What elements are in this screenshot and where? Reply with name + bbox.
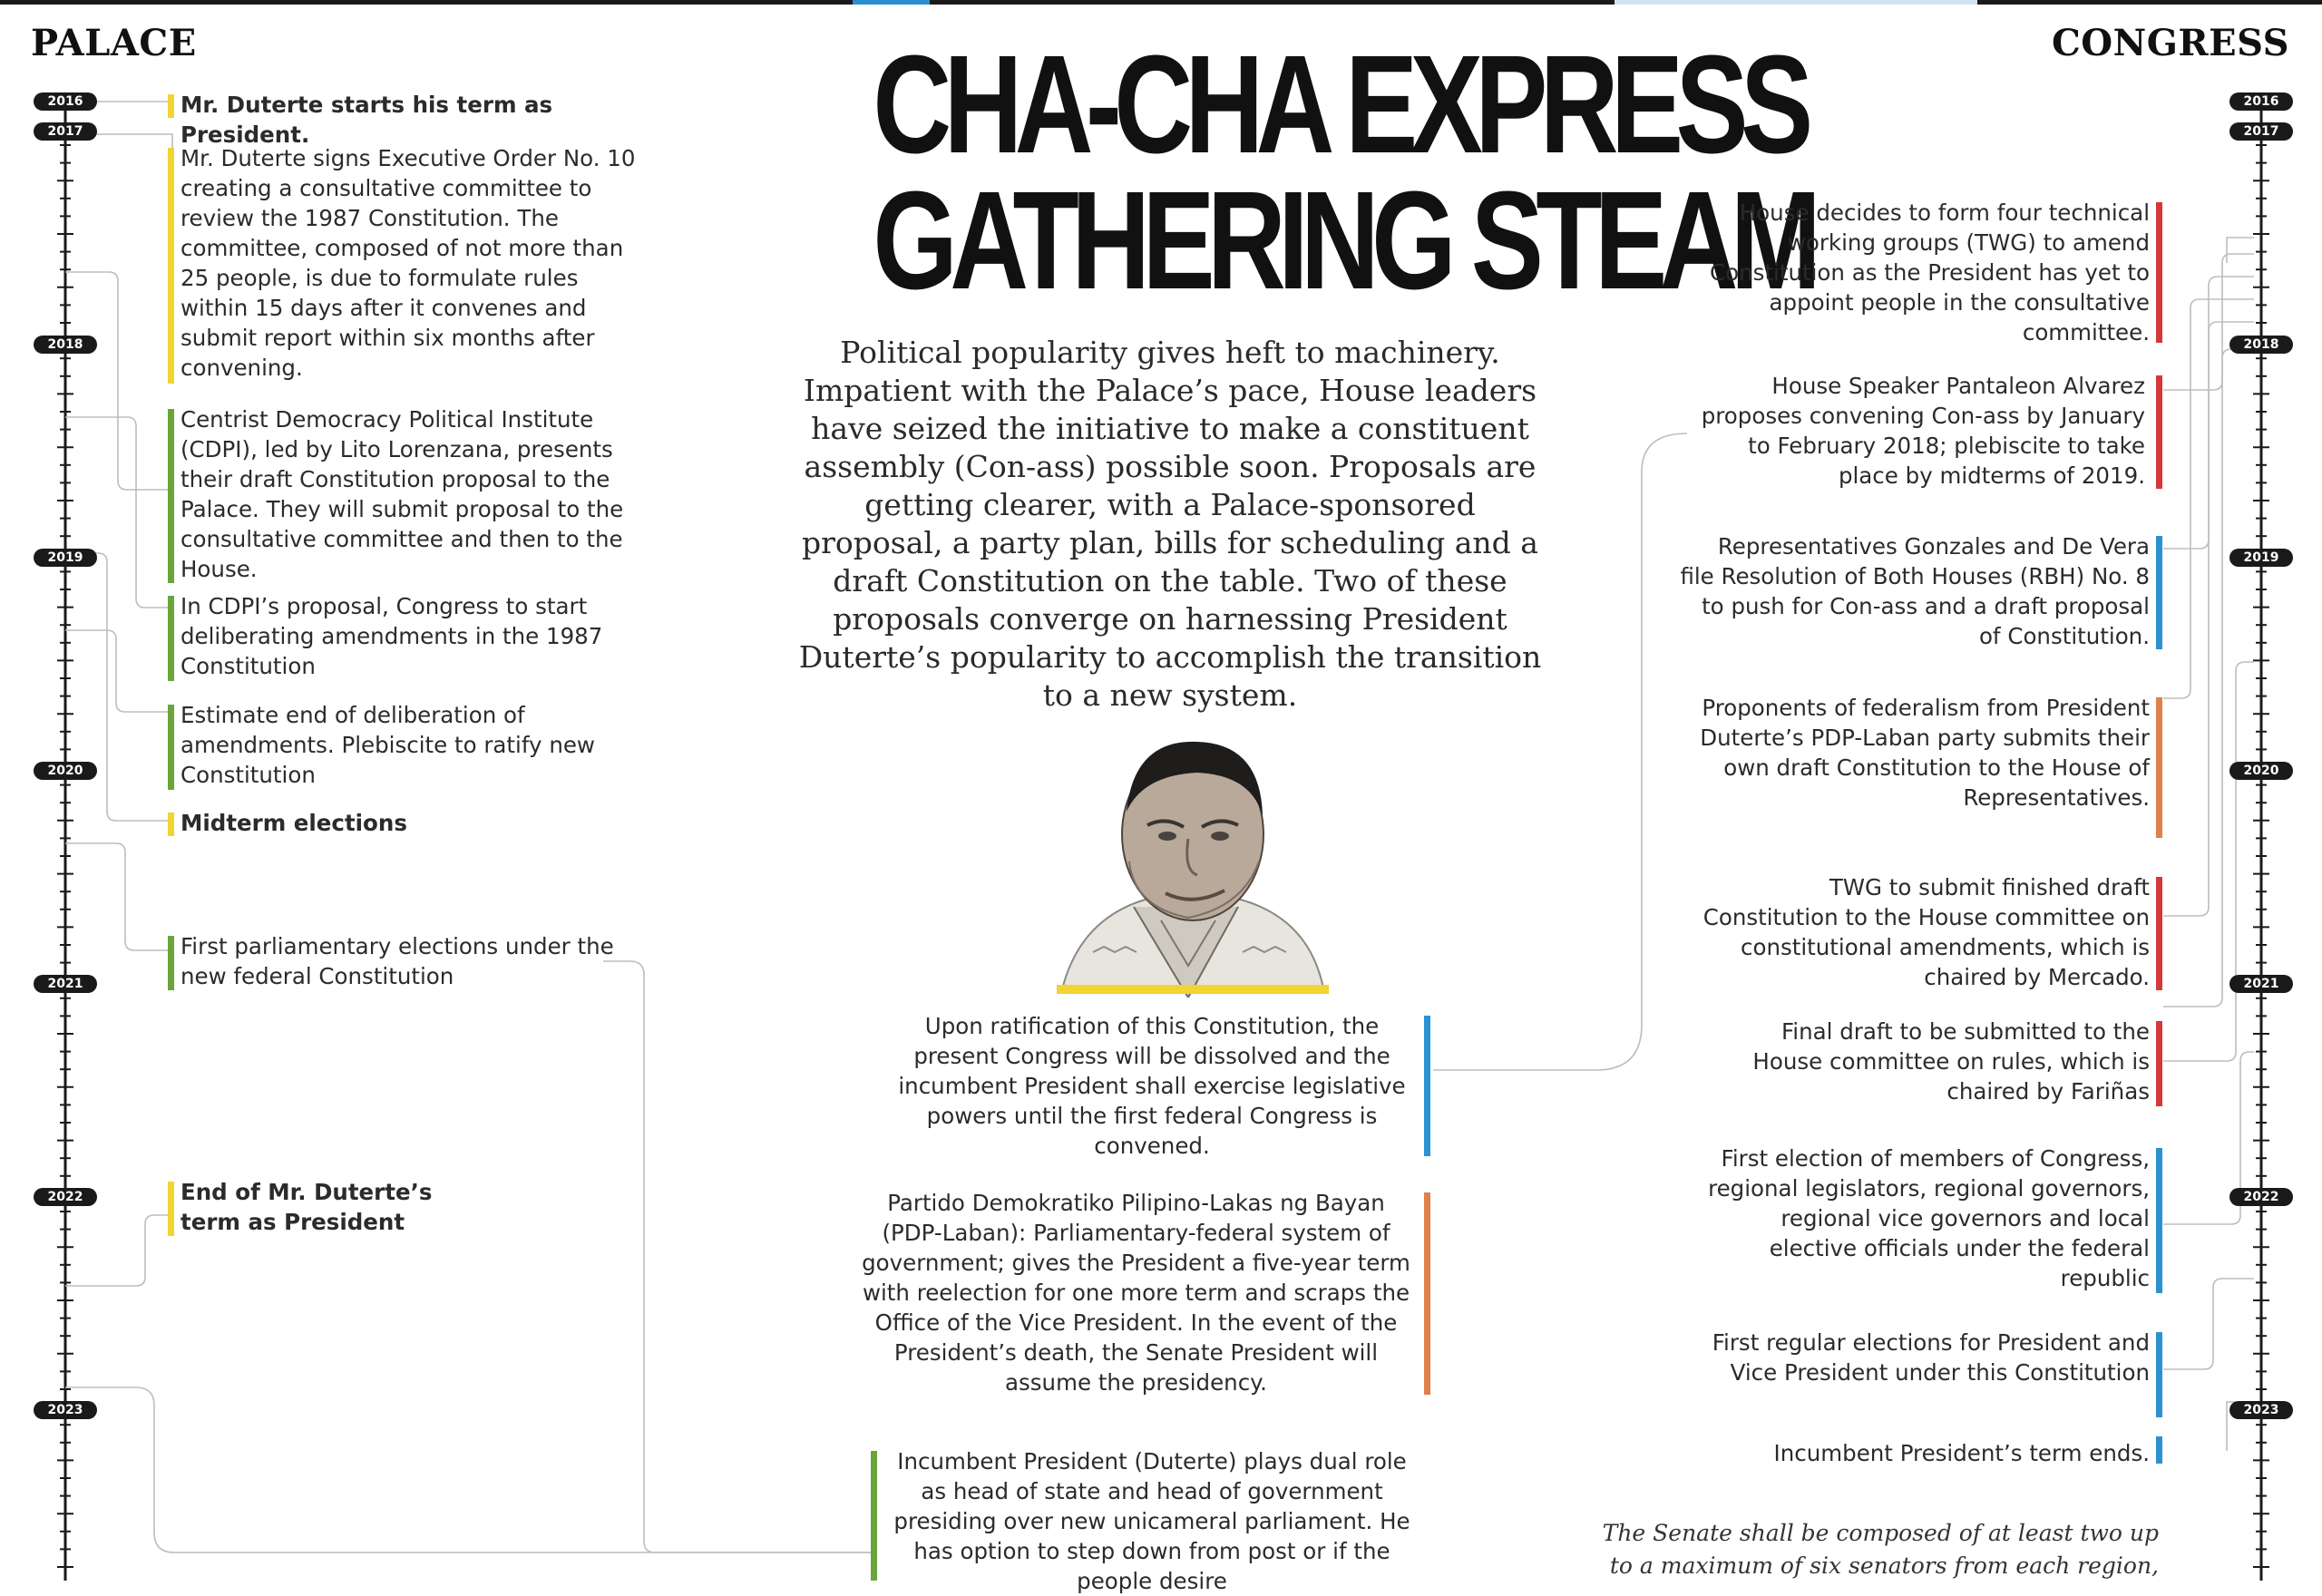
headline-line-1: CHA-CHA EXPRESS	[873, 26, 1806, 182]
congress-event-8: First regular elections for President and Vice President under this Constitution	[1712, 1329, 2150, 1386]
left-year-2021: 2021	[34, 975, 97, 993]
congress-event-2-marker	[2156, 375, 2162, 489]
palace-event-1: Mr. Duterte starts his term as President.	[180, 92, 553, 148]
congress-event-2: House Speaker Pantaleon Alvarez proposes convening Con-ass by January to February 2018; plebiscite to take place by midterms of 2019.	[1701, 373, 2145, 489]
palace-event-2-marker	[168, 148, 174, 384]
intro-paragraph: Political popularity gives heft to machinery. Impatient with the Palace’s pace, House leaders have seized the initiative to make a constituent assembly (Con-ass) possible soon. Proposals are getting clearer, with a Palace-sponsored proposal, a party plan, bills for scheduling and a draft Constitution on the table. Two of these proposals converge on harnessing President Duterte’s popularity to accomplish the transition to a new system.	[798, 335, 1542, 713]
congress-event-1-marker	[2156, 202, 2162, 343]
palace-event-2: Mr. Duterte signs Executive Order No. 10 creating a consultative committee to review the 1987 Constitution. The committee, composed of not more than 25 people, is due to formulate rules within 15 days after it convenes and submit report within six months after convening.	[180, 145, 636, 381]
left-year-2022: 2022	[34, 1188, 97, 1206]
palace-event-7-marker	[168, 936, 174, 990]
congress-event-3-marker	[2156, 536, 2162, 649]
center-note-1: Upon ratification of this Constitution, the present Congress will be dissolved and the incumbent President shall exercise legislative powers until the first federal Congress is convened.	[898, 1013, 1406, 1159]
center-note-3-marker	[871, 1451, 877, 1581]
palace-event-4: In CDPI’s proposal, Congress to start deliberating amendments in the 1987 Constitution	[180, 593, 603, 679]
center-note-1-marker	[1424, 1016, 1430, 1156]
palace-event-4-marker	[168, 596, 174, 681]
congress-event-9: Incumbent President’s term ends.	[1773, 1440, 2150, 1466]
congress-event-6: Final draft to be submitted to the House committee on rules, which is chaired by Fariñas	[1752, 1018, 2150, 1105]
congress-event-7-marker	[2156, 1148, 2162, 1293]
palace-event-3: Centrist Democracy Political Institute (CDPI), led by Lito Lorenzana, presents their draft Constitution proposal to the Palace. They will submit proposal to the consultative committee and then to the House.	[180, 406, 624, 582]
palace-heading: PALACE	[31, 22, 197, 64]
left-year-2016: 2016	[34, 92, 97, 111]
congress-event-4-marker	[2156, 697, 2162, 838]
congress-event-5-marker	[2156, 877, 2162, 990]
president-portrait	[1052, 725, 1333, 998]
congress-event-6-marker	[2156, 1021, 2162, 1106]
headline-line-2: GATHERING STEAM	[873, 162, 1814, 318]
left-year-2019: 2019	[34, 549, 97, 567]
left-timeline-ruler	[57, 95, 73, 1581]
congress-event-8-marker	[2156, 1332, 2162, 1417]
palace-event-7: First parliamentary elections under the new federal Constitution	[180, 933, 614, 989]
congress-event-7: First election of members of Congress, regional legislators, regional governors, regional vice governors and local elective officials under the federal republic	[1708, 1145, 2150, 1291]
right-year-2020: 2020	[2229, 762, 2293, 780]
senate-note: The Senate shall be composed of at least two up to a maximum of six senators from each region,	[1602, 1520, 2159, 1579]
right-timeline-ruler	[2253, 95, 2269, 1581]
right-year-2019: 2019	[2229, 549, 2293, 567]
congress-event-5: TWG to submit finished draft Constitution to the House committee on constitutional amendments, which is chaired by Mercado.	[1702, 874, 2150, 990]
right-year-2023: 2023	[2229, 1401, 2293, 1419]
palace-event-3-marker	[168, 409, 174, 583]
congress-heading: CONGRESS	[2051, 22, 2289, 64]
palace-event-6: Midterm elections	[180, 810, 407, 836]
palace-event-8: End of Mr. Duterte’s term as President	[180, 1179, 433, 1235]
right-year-2018: 2018	[2229, 336, 2293, 354]
left-year-2017: 2017	[34, 122, 97, 141]
center-note-2-marker	[1424, 1192, 1430, 1395]
right-year-2017: 2017	[2229, 122, 2293, 141]
left-year-2018: 2018	[34, 336, 97, 354]
congress-event-4: Proponents of federalism from President Duterte’s PDP-Laban party submits their own draft Constitution to the House of Representatives.	[1700, 695, 2150, 811]
palace-event-5-marker	[168, 705, 174, 790]
left-year-2020: 2020	[34, 762, 97, 780]
right-year-2021: 2021	[2229, 975, 2293, 993]
left-year-2023: 2023	[34, 1401, 97, 1419]
right-year-2022: 2022	[2229, 1188, 2293, 1206]
center-note-3: Incumbent President (Duterte) plays dual role as head of state and head of government presiding over new unicameral parliament. He has option to step down from post or if the people desire	[893, 1448, 1410, 1594]
congress-event-9-marker	[2156, 1436, 2162, 1464]
palace-event-1-marker	[168, 94, 174, 118]
congress-event-1: House decides to form four technical working groups (TWG) to amend Constitution as the President has yet to appoint people in the consultative committee.	[1710, 200, 2150, 345]
palace-event-5: Estimate end of deliberation of amendments. Plebiscite to ratify new Constitution	[180, 702, 595, 788]
congress-event-3: Representatives Gonzales and De Vera file Resolution of Both Houses (RBH) No. 8 to push for Con-ass and a draft proposal of Constitution.	[1680, 533, 2150, 649]
palace-event-6-marker	[168, 813, 174, 836]
center-note-2: Partido Demokratiko Pilipino-Lakas ng Bayan (PDP-Laban): Parliamentary-federal system of government; gives the President a five-year term with reelection for one more term and scraps the Office of the Vice President. In the event of the President’s death, the Senate President will assume the presidency.	[862, 1190, 1410, 1396]
palace-event-8-marker	[168, 1182, 174, 1236]
right-year-2016: 2016	[2229, 92, 2293, 111]
